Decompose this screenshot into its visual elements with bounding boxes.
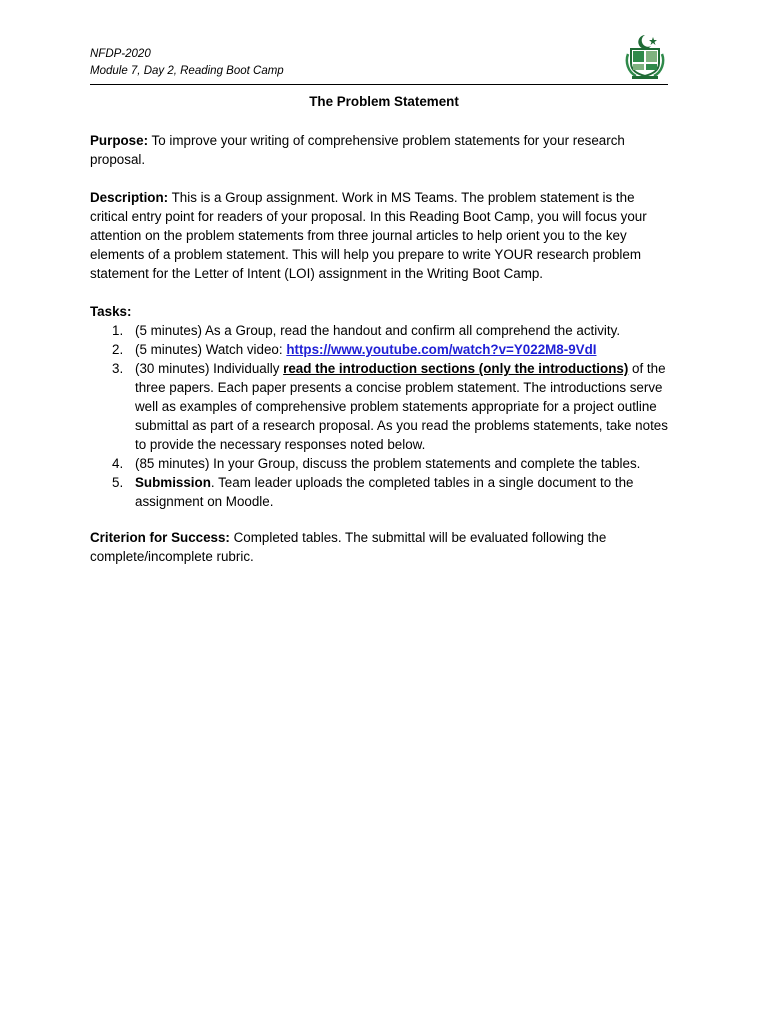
purpose-text: To improve your writing of comprehensive problem statements for your research proposal. (90, 133, 625, 167)
task-item-3 (90, 359, 670, 454)
purpose-paragraph (90, 131, 670, 169)
purpose-label: Purpose: (90, 133, 149, 148)
task-text: . Team leader uploads the completed tables in a single document to the assignment on Moodle. (135, 475, 634, 509)
header-program: NFDP-2020 (90, 48, 151, 60)
task-item-1 (90, 321, 670, 340)
task-item-4 (90, 454, 670, 473)
hec-pakistan-emblem-icon (624, 34, 666, 80)
task-text-continued: of the three papers. Each paper presents a concise problem statement. The introductions serve well as examples of comprehensive problem statements appropriate for a project outline submittal as part of a research proposal. As you read the problems statements, take notes to provide the necessary responses noted below. (135, 361, 668, 452)
document-title: The Problem Statement (309, 94, 459, 109)
criterion-label: Criterion for Success: (90, 530, 230, 545)
criterion-text: Completed tables. The submittal will be evaluated following the complete/incomplete rubric. (90, 530, 607, 564)
description-label: Description: (90, 190, 169, 205)
header-module: Module 7, Day 2, Reading Boot Camp (90, 65, 284, 77)
task-text: (5 minutes) Watch video: (135, 342, 287, 357)
youtube-video-link[interactable]: https://www.youtube.com/watch?v=Y022M8-9VdI (286, 342, 597, 357)
criterion-paragraph (90, 528, 670, 566)
description-paragraph (90, 188, 670, 283)
page-header (90, 46, 668, 85)
description-text: This is a Group assignment. Work in MS Teams. The problem statement is the critical entry point for readers of your proposal. In this Reading Boot Camp, you will focus your attention on the problem statements from three journal articles to help orient you to the key elements of a problem statement. This will help you prepare to write YOUR research problem statement for the Letter of Intent (LOI) assignment in the Writing Boot Camp. (90, 190, 647, 281)
tasks-heading: Tasks: (90, 304, 132, 319)
task-item-2 (90, 340, 670, 359)
task-number: 3. (112, 361, 124, 376)
task-number: 1. (112, 323, 124, 338)
task-number: 2. (112, 342, 124, 357)
task-emphasis: read the introduction sections (only the introductions) (283, 361, 629, 376)
task-item-5 (90, 473, 670, 511)
task-text: (85 minutes) In your Group, discuss the problem statements and complete the tables. (135, 456, 641, 471)
task-number: 4. (112, 456, 124, 471)
task-number: 5. (112, 475, 124, 490)
task-text: (5 minutes) As a Group, read the handout and confirm all comprehend the activity. (135, 323, 621, 338)
submission-label: Submission (135, 475, 211, 490)
task-list (90, 321, 670, 511)
task-text: (30 minutes) Individually (135, 361, 284, 376)
